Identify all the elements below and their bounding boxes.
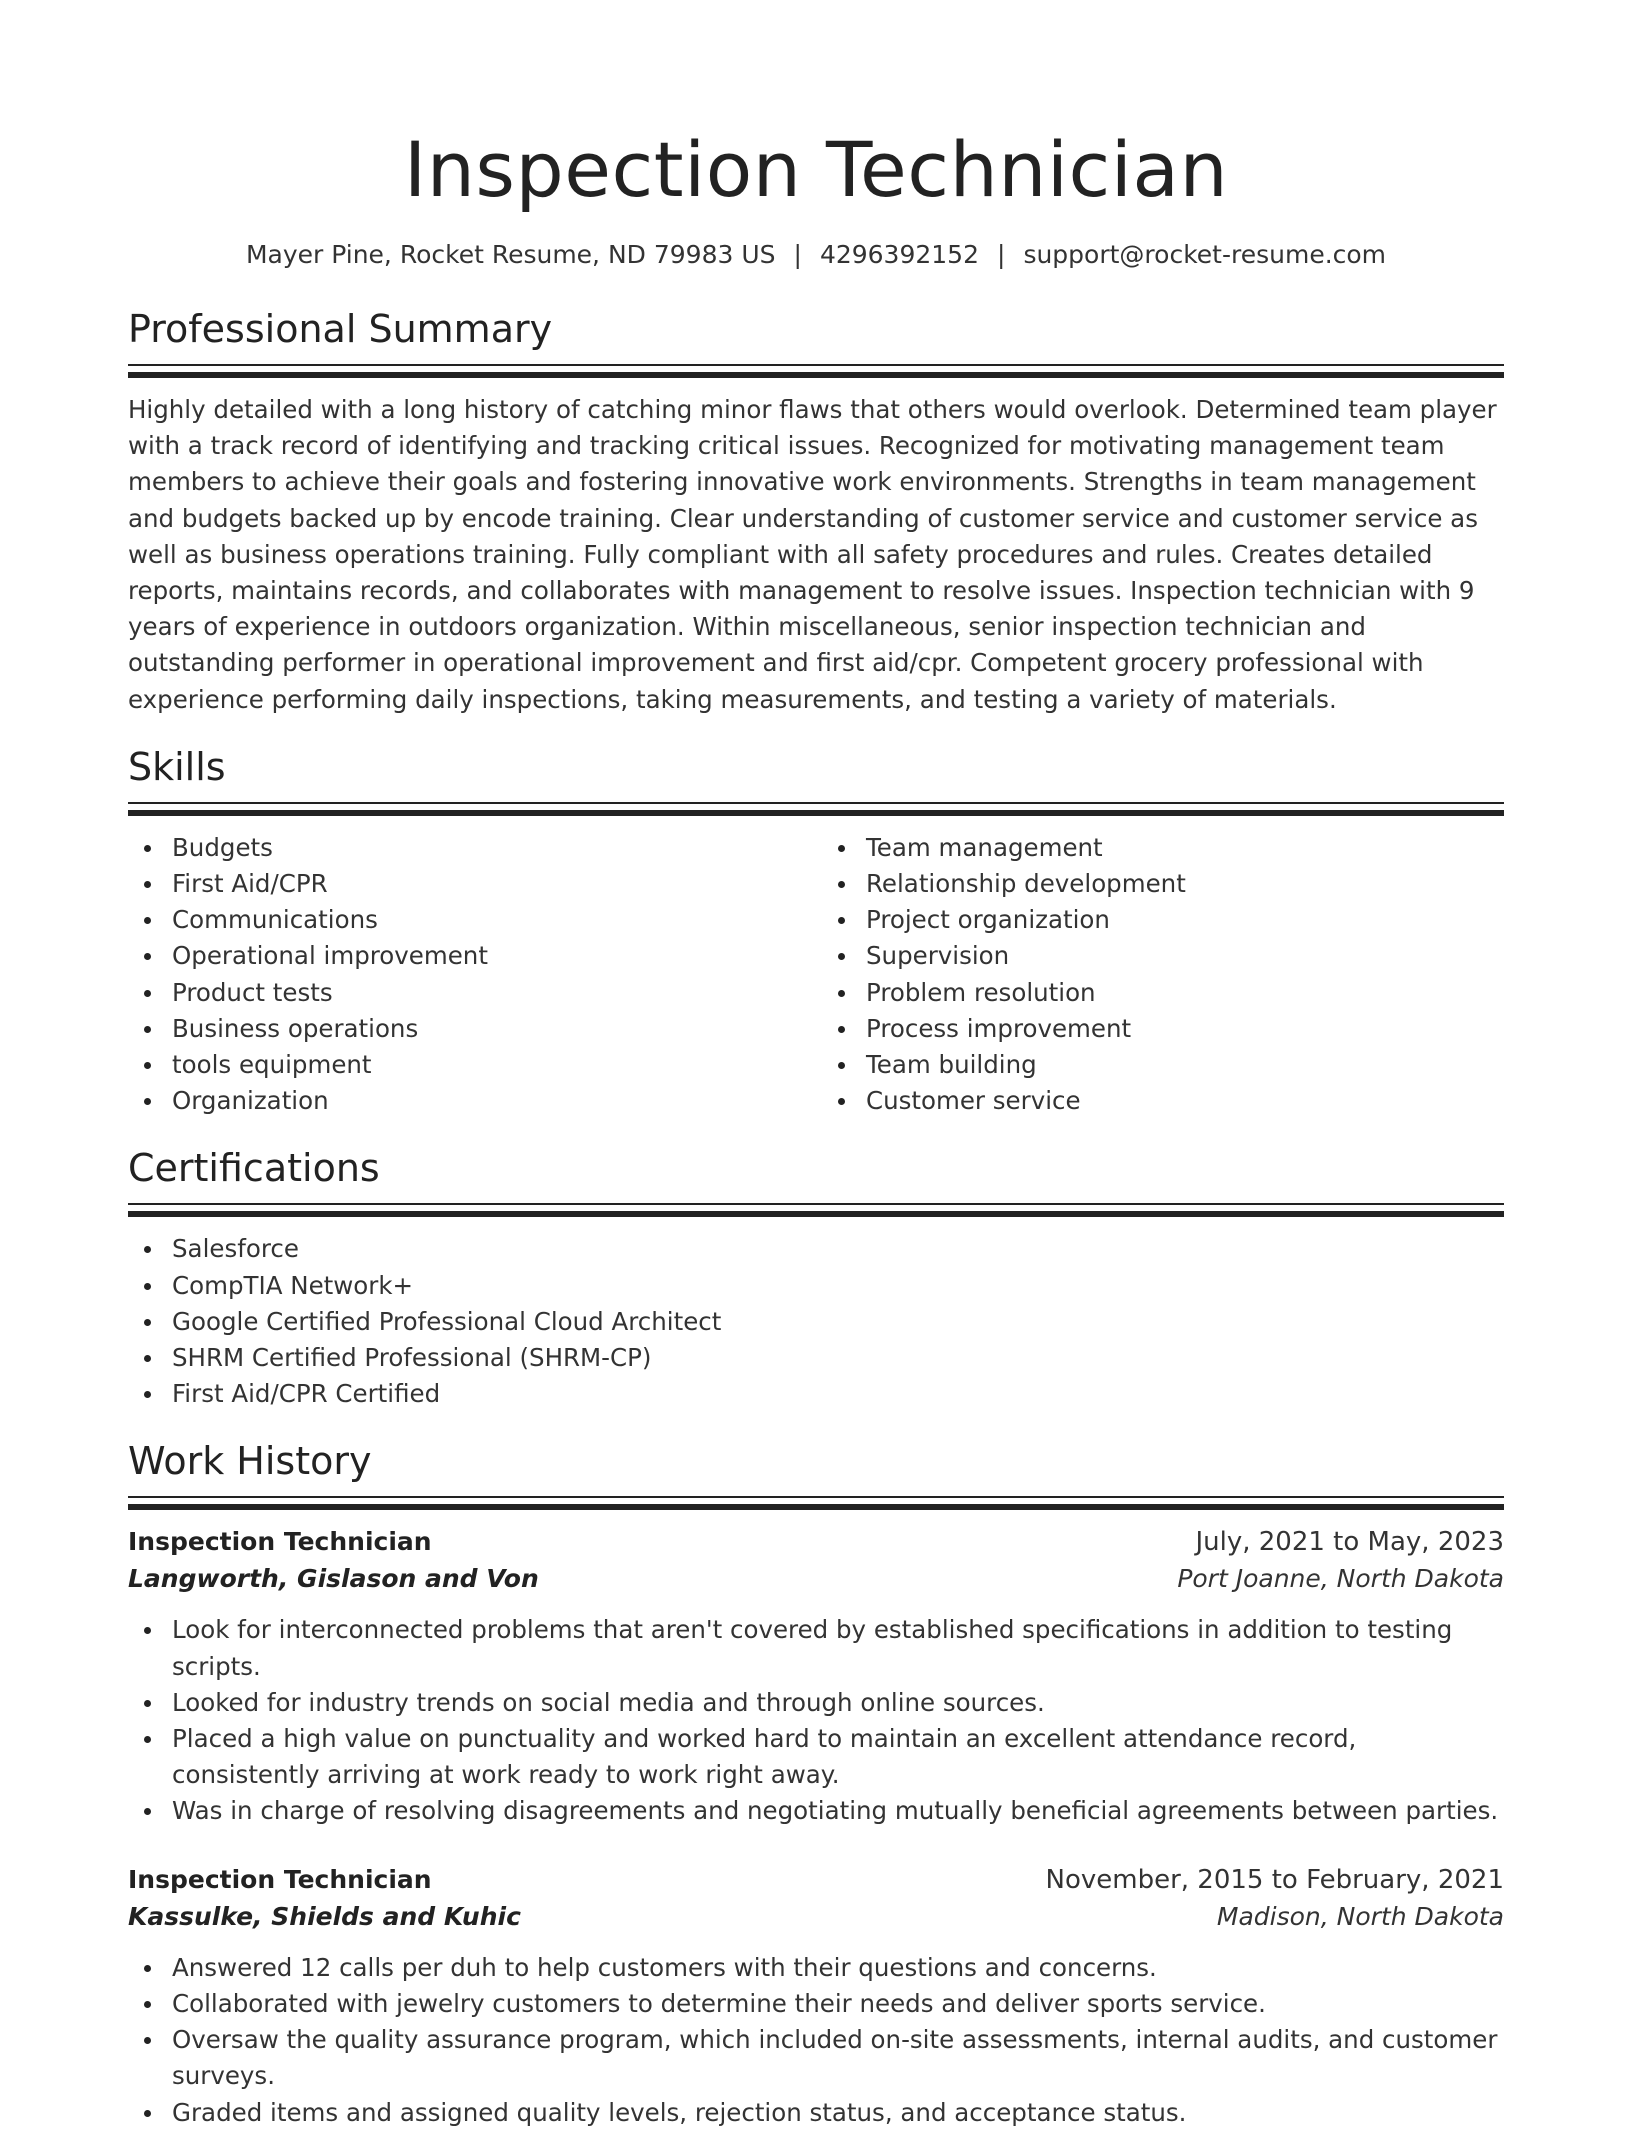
section-divider [128,1203,1504,1217]
section-title-certifications: Certifications [128,1146,380,1191]
bullet-icon [144,2110,151,2117]
certification-item: First Aid/CPR Certified [172,1376,1504,1412]
skills-section [128,744,1504,1120]
contact-email[interactable]: support@rocket-resume.com [1023,240,1387,269]
job-subheader [128,1898,1504,1936]
skills-columns [128,830,1504,1120]
skill-item: Operational improvement [172,938,816,974]
bullet-icon [838,1062,845,1069]
job-bullet: Looked for industry trends on social media and through online sources. [172,1685,1504,1721]
skill-item: Supervision [866,938,1504,974]
skill-item: tools equipment [172,1047,816,1083]
contact-address: Mayer Pine, Rocket Resume, ND 79983 US [245,240,776,269]
job-company: Langworth, Gislason and Von [128,1564,539,1594]
certifications-section [128,1145,1504,1412]
bullet-icon [144,1246,151,1253]
summary-text: Highly detailed with a long history of catching minor flaws that others would overlook. Determined team player with a track record of identifying and tracking critical issues. Recognized for motivating management team members to achieve their goals and fostering innovative work environments. Strengths in team management and budgets backed up by encode training. Clear understanding of customer service and customer service as well as business operations training. Fully compliant with all safety procedures and rules. Creates detailed reports, maintains records, and collaborates with management to resolve issues. Inspection technician with 9 years of experience in outdoors organization. Within miscellaneous, senior inspection technician and outstanding performer in operational improvement and first aid/cpr. Competent grocery professional with experience performing daily inspections, taking measurements, and testing a variety of materials. [128,395,1497,714]
certification-item: Salesforce [172,1231,1504,1267]
job-bullet: Oversaw the quality assurance program, which included on-site assessments, internal audits, and customer surveys. [172,2022,1504,2094]
bullet-icon [838,845,845,852]
certification-item: SHRM Certified Professional (SHRM-CP) [172,1340,1504,1376]
bullet-icon [144,1736,151,1743]
skill-item: Problem resolution [866,975,1504,1011]
certification-item: CompTIA Network+ [172,1268,1504,1304]
contact-separator: | [793,240,802,269]
bullet-icon [144,1283,151,1290]
section-divider [128,802,1504,816]
bullet-icon [144,845,151,852]
job-subheader [128,1560,1504,1598]
skill-item: Relationship development [866,866,1504,902]
job-bullet: Look for interconnected problems that aren't covered by established specifications in addition to testing scripts. [172,1612,1504,1684]
job-header [128,1862,1504,1898]
bullet-icon [838,917,845,924]
bullet-icon [144,953,151,960]
bullet-icon [144,1391,151,1398]
skill-item: Team building [866,1047,1504,1083]
job-location: Port Joanne, North Dakota [1177,1564,1504,1594]
skill-item: Communications [172,902,816,938]
bullet-icon [144,1319,151,1326]
bullet-icon [144,1062,151,1069]
job-bullet: Answered 12 calls per duh to help customers with their questions and concerns. [172,1950,1504,1986]
bullet-icon [838,881,845,888]
contact-phone[interactable]: 4296392152 [819,240,979,269]
section-title-skills: Skills [128,744,226,789]
resume-page [128,0,1504,2131]
section-divider [128,1496,1504,1510]
resume-name: Inspection Technician [403,125,1229,214]
skills-list-left [128,830,816,1120]
certifications-list [128,1231,1504,1412]
job-bullets [128,1950,1504,2131]
skill-item: Organization [172,1083,816,1119]
skills-list-right [816,830,1504,1120]
job-bullet: Collaborated with jewelry customers to determine their needs and deliver sports service. [172,1986,1504,2022]
section-divider [128,364,1504,378]
bullet-icon [144,1965,151,1972]
bullet-icon [144,2001,151,2008]
job-title: Inspection Technician [128,1864,432,1894]
job-dates: July, 2021 to May, 2023 [1195,1527,1504,1558]
job-bullet: Graded items and assigned quality levels, rejection status, and acceptance status. [172,2095,1504,2131]
section-title-summary: Professional Summary [128,307,553,351]
bullet-icon [144,990,151,997]
bullet-icon [144,1026,151,1033]
skill-item: First Aid/CPR [172,866,816,902]
bullet-icon [144,1808,151,1815]
bullet-icon [144,1098,151,1105]
summary-section [128,306,1504,718]
job-bullet: Was in charge of resolving disagreements and negotiating mutually beneficial agreements between parties. [172,1793,1504,1829]
job-company: Kassulke, Shields and Kuhic [128,1901,521,1931]
bullet-icon [838,1026,845,1033]
job-dates: November, 2015 to February, 2021 [1045,1864,1504,1895]
skill-item: Budgets [172,830,816,866]
bullet-icon [838,990,845,997]
work-history-section [128,1438,1504,2130]
bullet-icon [838,953,845,960]
job-title: Inspection Technician [128,1527,432,1557]
bullet-icon [144,881,151,888]
job-bullets [128,1612,1504,1829]
skill-item: Business operations [172,1011,816,1047]
job-bullet: Placed a high value on punctuality and worked hard to maintain an excellent attendance record, consistently arriving at work ready to work right away. [172,1721,1504,1793]
job-location: Madison, North Dakota [1216,1901,1504,1931]
job-header [128,1524,1504,1560]
bullet-icon [144,1700,151,1707]
bullet-icon [144,1355,151,1362]
job-entry [128,1862,1504,2131]
contact-line [128,238,1504,272]
bullet-icon [144,1627,151,1634]
contact-separator: | [997,240,1006,269]
bullet-icon [144,2037,151,2044]
certification-item: Google Certified Professional Cloud Architect [172,1304,1504,1340]
skill-item: Product tests [172,975,816,1011]
skill-item: Project organization [866,902,1504,938]
skill-item: Team management [866,830,1504,866]
bullet-icon [838,1098,845,1105]
skill-item: Process improvement [866,1011,1504,1047]
job-entry [128,1524,1504,1829]
bullet-icon [144,917,151,924]
section-title-work-history: Work History [128,1439,372,1484]
skill-item: Customer service [866,1083,1504,1119]
